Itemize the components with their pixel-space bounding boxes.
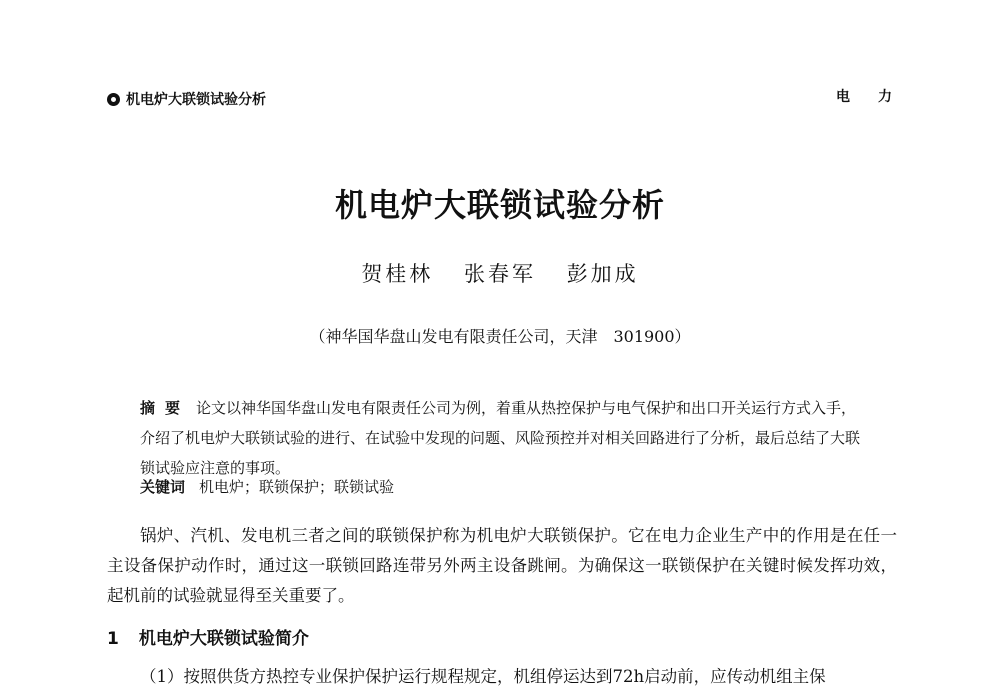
abstract-label: 摘要 (140, 399, 191, 417)
author-name: 贺桂林 (361, 262, 434, 286)
section-number: 1 (107, 629, 119, 649)
affiliation: （神华国华盘山发电有限责任公司，天津 301900） (309, 327, 691, 346)
keywords (140, 476, 394, 497)
section-heading (107, 624, 309, 649)
keywords-text: 机电炉；联锁保护；联锁试验 (199, 478, 395, 496)
running-header (107, 89, 266, 109)
filled-circle-icon (107, 93, 120, 106)
abstract-text: 论文以神华国华盘山发电有限责任公司为例，着重从热控保护与电气保护和出口开关运行方式入手，介绍了机电炉大联锁试验的进行、在试验中发现的问题、风险预控并对相关回路进行了分析，最后总结了大联锁试验应注意的事项。 (140, 399, 861, 477)
paper-title: 机电炉大联锁试验分析 (334, 186, 665, 224)
author-name: 彭加成 (566, 262, 639, 286)
journal-name: 电力 (836, 89, 920, 105)
abstract (140, 393, 870, 483)
truncated-body-line: （1）按照供货方热控专业保护保护运行规程规定，机组停运达到72h启动前，应传动机组主保 (140, 667, 826, 686)
section-title: 机电炉大联锁试验简介 (138, 629, 309, 649)
author-name: 张春军 (464, 262, 536, 286)
body-paragraph: 锅炉、汽机、发电机三者之间的联锁保护称为机电炉大联锁保护。它在电力企业生产中的作用是在任一主设备保护动作时，通过这一联锁回路连带另外两主设备跳闸。为确保这一联锁保护在关键时候发挥功效，起机前的试验就显得至关重要了。 (107, 526, 897, 605)
keywords-label: 关键词 (140, 478, 186, 496)
author-list (0, 258, 1000, 288)
running-title: 机电炉大联锁试验分析 (126, 92, 266, 108)
